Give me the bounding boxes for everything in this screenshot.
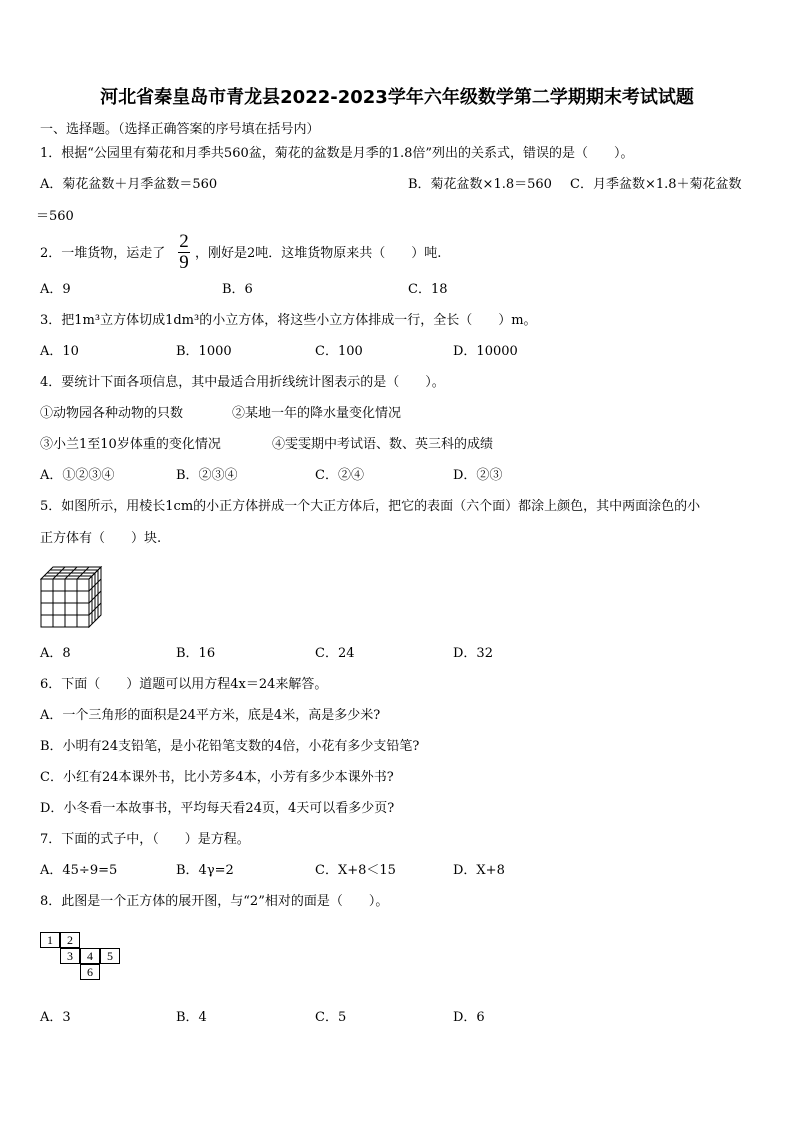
- q2-fraction: [177, 232, 191, 273]
- fraction-denominator: 9: [179, 252, 189, 273]
- q7-option-d: D．X+8: [453, 863, 505, 878]
- q6-option-b: B．小明有24支铅笔，是小花铅笔支数的4倍，小花有多少支铅笔?: [40, 739, 420, 754]
- net-cell-5: 5: [100, 948, 120, 964]
- q8-option-b: B．4: [176, 1010, 207, 1025]
- q5-option-a: A．8: [40, 646, 71, 661]
- q6-option-c: C．小红有24本课外书，比小芳多4本，小芳有多少本课外书?: [40, 770, 394, 785]
- cube-figure: [40, 566, 104, 628]
- q7-option-c: C．X+8＜15: [315, 863, 396, 878]
- q3-option-c: C．100: [315, 344, 363, 359]
- q3-stem: 3．把1m³立方体切成1dm³的小立方体，将这些小立方体排成一行，全长（ ）m。: [40, 313, 537, 328]
- q4-option-b: B．②③④: [176, 468, 238, 483]
- q6-stem: 6．下面（ ）道题可以用方程4x＝24来解答。: [40, 677, 328, 692]
- q2-option-b: B．6: [222, 282, 253, 297]
- page-title: 河北省秦皇岛市青龙县2022-2023学年六年级数学第二学期期末考试试题: [100, 87, 694, 108]
- q2-option-a: A．9: [40, 282, 71, 297]
- q8-stem: 8．此图是一个正方体的展开图，与“2”相对的面是（ ）。: [40, 894, 389, 909]
- q3-option-a: A．10: [40, 344, 79, 359]
- net-cell-4: 4: [80, 948, 100, 964]
- section-heading: 一、选择题。（选择正确答案的序号填在括号内）: [40, 122, 320, 137]
- q4-option-c: C．②④: [315, 468, 364, 483]
- q4-item-2: ②某地一年的降水量变化情况: [232, 406, 402, 421]
- q6-option-a: A．一个三角形的面积是24平方米，底是4米，高是多少米?: [40, 708, 381, 723]
- q5-stem-line1: 5．如图所示，用棱长1cm的小正方体拼成一个大正方体后，把它的表面（六个面）都涂上颜色，其中两面涂色的小: [40, 499, 701, 514]
- q5-option-b: B．16: [176, 646, 216, 661]
- q5-option-c: C．24: [315, 646, 355, 661]
- q4-item-4: ④雯雯期中考试语、数、英三科的成绩: [272, 437, 494, 452]
- q2-stem-after: ，刚好是2吨．这堆货物原来共（ ）吨.: [195, 246, 442, 261]
- q3-option-d: D．10000: [453, 344, 518, 359]
- q6-option-d: D．小冬看一本故事书，平均每天看24页，4天可以看多少页?: [40, 801, 395, 816]
- q7-option-a: A．45÷9=5: [40, 863, 118, 878]
- net-cell-6: 6: [80, 964, 100, 980]
- net-cell-1: 1: [40, 932, 60, 948]
- q1-option-c-continued: ＝560: [36, 209, 74, 224]
- q2-stem-before: 2．一堆货物，运走了: [40, 246, 166, 261]
- fraction-numerator: 2: [179, 231, 189, 252]
- q1-option-a: A．菊花盆数＋月季盆数＝560: [40, 177, 218, 192]
- q7-option-b: B．4γ=2: [176, 863, 234, 878]
- q8-option-d: D．6: [453, 1010, 485, 1025]
- q8-option-c: C．5: [315, 1010, 347, 1025]
- q4-item-1: ①动物园各种动物的只数: [40, 406, 184, 421]
- q4-option-d: D．②③: [453, 468, 503, 483]
- q4-stem: 4．要统计下面各项信息，其中最适合用折线统计图表示的是（ ）。: [40, 375, 445, 390]
- net-cell-2: 2: [60, 932, 80, 948]
- q5-stem-line2: 正方体有（ ）块.: [40, 531, 162, 546]
- q2-option-c: C．18: [408, 282, 448, 297]
- q1-option-b: B．菊花盆数×1.8＝560: [408, 177, 552, 192]
- net-cell-3: 3: [60, 948, 80, 964]
- q8-option-a: A．3: [40, 1010, 71, 1025]
- q5-option-d: D．32: [453, 646, 493, 661]
- q4-item-3: ③小兰1至10岁体重的变化情况: [40, 437, 221, 452]
- q3-option-b: B．1000: [176, 344, 232, 359]
- q1-option-c: C．月季盆数×1.8＋菊花盆数: [570, 177, 742, 192]
- q1-stem: 1．根据“公园里有菊花和月季共560盆，菊花的盆数是月季的1.8倍”列出的关系式，错误的是（ ）。: [40, 146, 634, 161]
- q7-stem: 7．下面的式子中，（ ）是方程。: [40, 832, 250, 847]
- q4-option-a: A．①②③④: [40, 468, 115, 483]
